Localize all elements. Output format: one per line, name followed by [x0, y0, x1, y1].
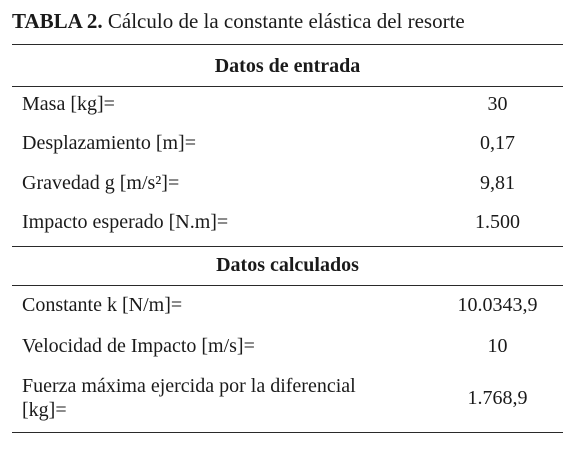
caption-text: Cálculo de la constante elástica del resorte — [102, 9, 465, 33]
section-calc-top-rule — [12, 246, 563, 247]
table-top-rule — [12, 44, 563, 45]
table-row — [12, 92, 563, 116]
row-label: Desplazamiento [m]= — [22, 132, 196, 154]
table-bottom-rule — [12, 432, 563, 433]
row-value: 9,81 — [480, 172, 515, 194]
row-value: 0,17 — [480, 132, 515, 154]
table-row — [12, 131, 563, 155]
section-header-calculated: Datos calculados — [216, 254, 359, 276]
row-label: Masa [kg]= — [22, 93, 115, 115]
section-input-rule — [12, 86, 563, 87]
caption-label: TABLA 2. — [12, 9, 103, 33]
row-value: 1.500 — [475, 211, 520, 233]
row-value: 30 — [487, 93, 508, 115]
row-label: Fuerza máxima ejercida por la diferencial [kg]= — [22, 375, 356, 421]
table-row — [12, 293, 563, 317]
table-row — [12, 334, 563, 358]
section-calc-rule — [12, 285, 563, 286]
row-label: Gravedad g [m/s²]= — [22, 172, 180, 194]
table-caption — [12, 8, 465, 34]
row-value: 10 — [487, 335, 508, 357]
row-value: 10.0343,9 — [457, 294, 538, 316]
table-row — [12, 210, 563, 234]
section-header-input: Datos de entrada — [214, 55, 361, 77]
row-label: Velocidad de Impacto [m/s]= — [22, 335, 255, 357]
row-value: 1.768,9 — [467, 387, 528, 409]
table-row — [12, 374, 563, 422]
row-label: Constante k [N/m]= — [22, 294, 183, 316]
row-label: Impacto esperado [N.m]= — [22, 211, 229, 233]
table-row — [12, 171, 563, 195]
